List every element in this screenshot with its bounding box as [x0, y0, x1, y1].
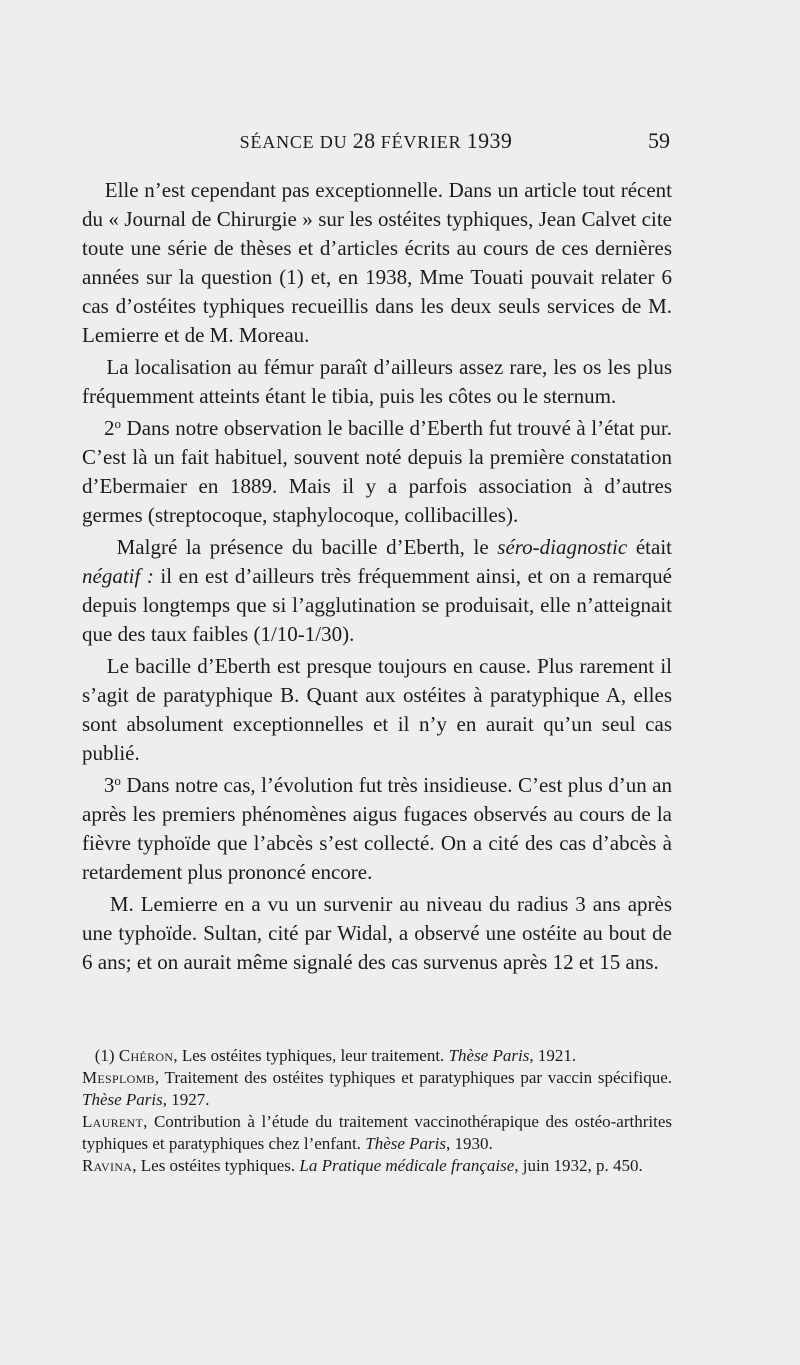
- footnote-3: [82, 1111, 672, 1155]
- title-month: FÉVRIER: [375, 132, 467, 152]
- footnote-3-source: Thèse Paris: [365, 1134, 446, 1153]
- paragraph-7: [82, 890, 672, 977]
- footnote-3-text: , Contribution à l’étude du traitement vaccinothérapique des ostéo-arthrites typhiques et paratyphiques chez l’enfant.: [82, 1112, 672, 1153]
- paragraph-4-text-a: Malgré la présence du bacille d’Eberth, le: [116, 535, 498, 559]
- running-header: [82, 128, 670, 154]
- footnote-4: [82, 1155, 672, 1177]
- paragraph-3: [82, 414, 672, 530]
- footnote-3-end: , 1930.: [445, 1134, 493, 1153]
- paragraph-7-text: M. Lemierre en a vu un survenir au niveau du radius 3 ans après une typhoïde. Sultan, cité par Widal, a observé une ostéite au bout de 6 ans; et on aurait même signalé des cas survenus après 12 et 15 ans.: [82, 892, 672, 974]
- paragraph-3-text: Dans notre observation le bacille d’Eberth fut trouvé à l’état pur. C’est là un fait habituel, souvent noté depuis la première constatation d’Ebermaier en 1889. Mais il y a parfois association à d’autres germes (streptocoque, staphylocoque, collibacilles).: [82, 416, 672, 527]
- paragraph-6: [82, 771, 672, 887]
- body-text: [82, 176, 672, 980]
- negatif-term: négatif :: [82, 564, 154, 588]
- footnote-1-marker: (1): [94, 1046, 119, 1065]
- paragraph-6-number: 3: [103, 773, 115, 797]
- paragraph-1: [82, 176, 672, 350]
- footnote-4-author: Ravina: [82, 1156, 133, 1175]
- paragraph-2-text: La localisation au fémur paraît d’ailleurs assez rare, les os les plus fréquemment atteints étant le tibia, puis les côtes ou le sternum.: [82, 355, 673, 408]
- footnote-2-author: Mesplomb: [82, 1068, 155, 1087]
- paragraph-3-ordinal: o: [114, 416, 122, 431]
- paragraph-6-text: Dans notre cas, l’évolution fut très insidieuse. C’est plus d’un an après les premiers phénomènes aigus fugaces observés au cours de la fièvre typhoïde que l’abcès s’est collecté. On a cité des cas d’abcès à retardement plus prononcé encore.: [82, 773, 673, 884]
- paragraph-1-text: Elle n’est cependant pas exceptionnelle. Dans un article tout récent du « Journal de Chirurgie » sur les ostéites typhiques, Jean Calvet cite toute une série de thèses et d’articles écrits au cours de ces dernières années sur la question (1) et, en 1938, Mme Touati pouvait relater 6 cas d’ostéites typhiques recueillis dans les deux seuls services de M. Lemierre et de M. Moreau.: [82, 178, 672, 347]
- footnote-1: [82, 1045, 672, 1067]
- title-year: 1939: [466, 128, 513, 153]
- footnote-2: [82, 1067, 672, 1111]
- page-number: 59: [648, 128, 670, 153]
- footnote-1-author: Chéron: [118, 1046, 174, 1065]
- paragraph-6-ordinal: o: [114, 773, 121, 788]
- paragraph-5: [82, 652, 672, 768]
- footnotes: [82, 1045, 672, 1177]
- paragraph-4: [82, 533, 672, 649]
- footnote-1-source: Thèse Paris: [448, 1046, 530, 1065]
- footnote-2-text: , Traitement des ostéites typhiques et paratyphiques par vaccin spécifique.: [154, 1068, 672, 1087]
- footnote-2-end: , 1927.: [162, 1090, 210, 1109]
- footnote-4-end: , juin 1932, p. 450.: [514, 1156, 643, 1175]
- paragraph-3-number: 2: [104, 416, 115, 440]
- paragraph-4-text-b: était: [627, 535, 672, 559]
- title-prefix: SÉANCE DU: [239, 132, 353, 152]
- footnote-1-text: , Les ostéites typhiques, leur traitement.: [173, 1046, 449, 1065]
- footnote-4-source: La Pratique médicale française: [299, 1156, 515, 1175]
- title-day: 28: [352, 128, 376, 153]
- paragraph-5-text: Le bacille d’Eberth est presque toujours en cause. Plus rarement il s’agit de paratyphique B. Quant aux ostéites à paratyphique A, elles sont absolument exceptionnelles et il n’y en aurait qu’un seul cas publié.: [82, 654, 673, 765]
- running-title: [82, 128, 670, 154]
- sero-diagnostic-term: séro-diagnostic: [497, 535, 628, 559]
- footnote-2-source: Thèse Paris: [82, 1090, 163, 1109]
- footnote-3-author: Laurent: [82, 1112, 144, 1131]
- paragraph-4-text-c: il en est d’ailleurs très fréquemment ainsi, et on a remarqué depuis longtemps que si l’agglutination se produisait, elle n’atteignait que des taux faibles (1/10-1/30).: [82, 564, 672, 646]
- footnote-1-end: , 1921.: [529, 1046, 577, 1065]
- paragraph-2: [82, 353, 672, 411]
- footnote-4-text: , Les ostéites typhiques.: [132, 1156, 300, 1175]
